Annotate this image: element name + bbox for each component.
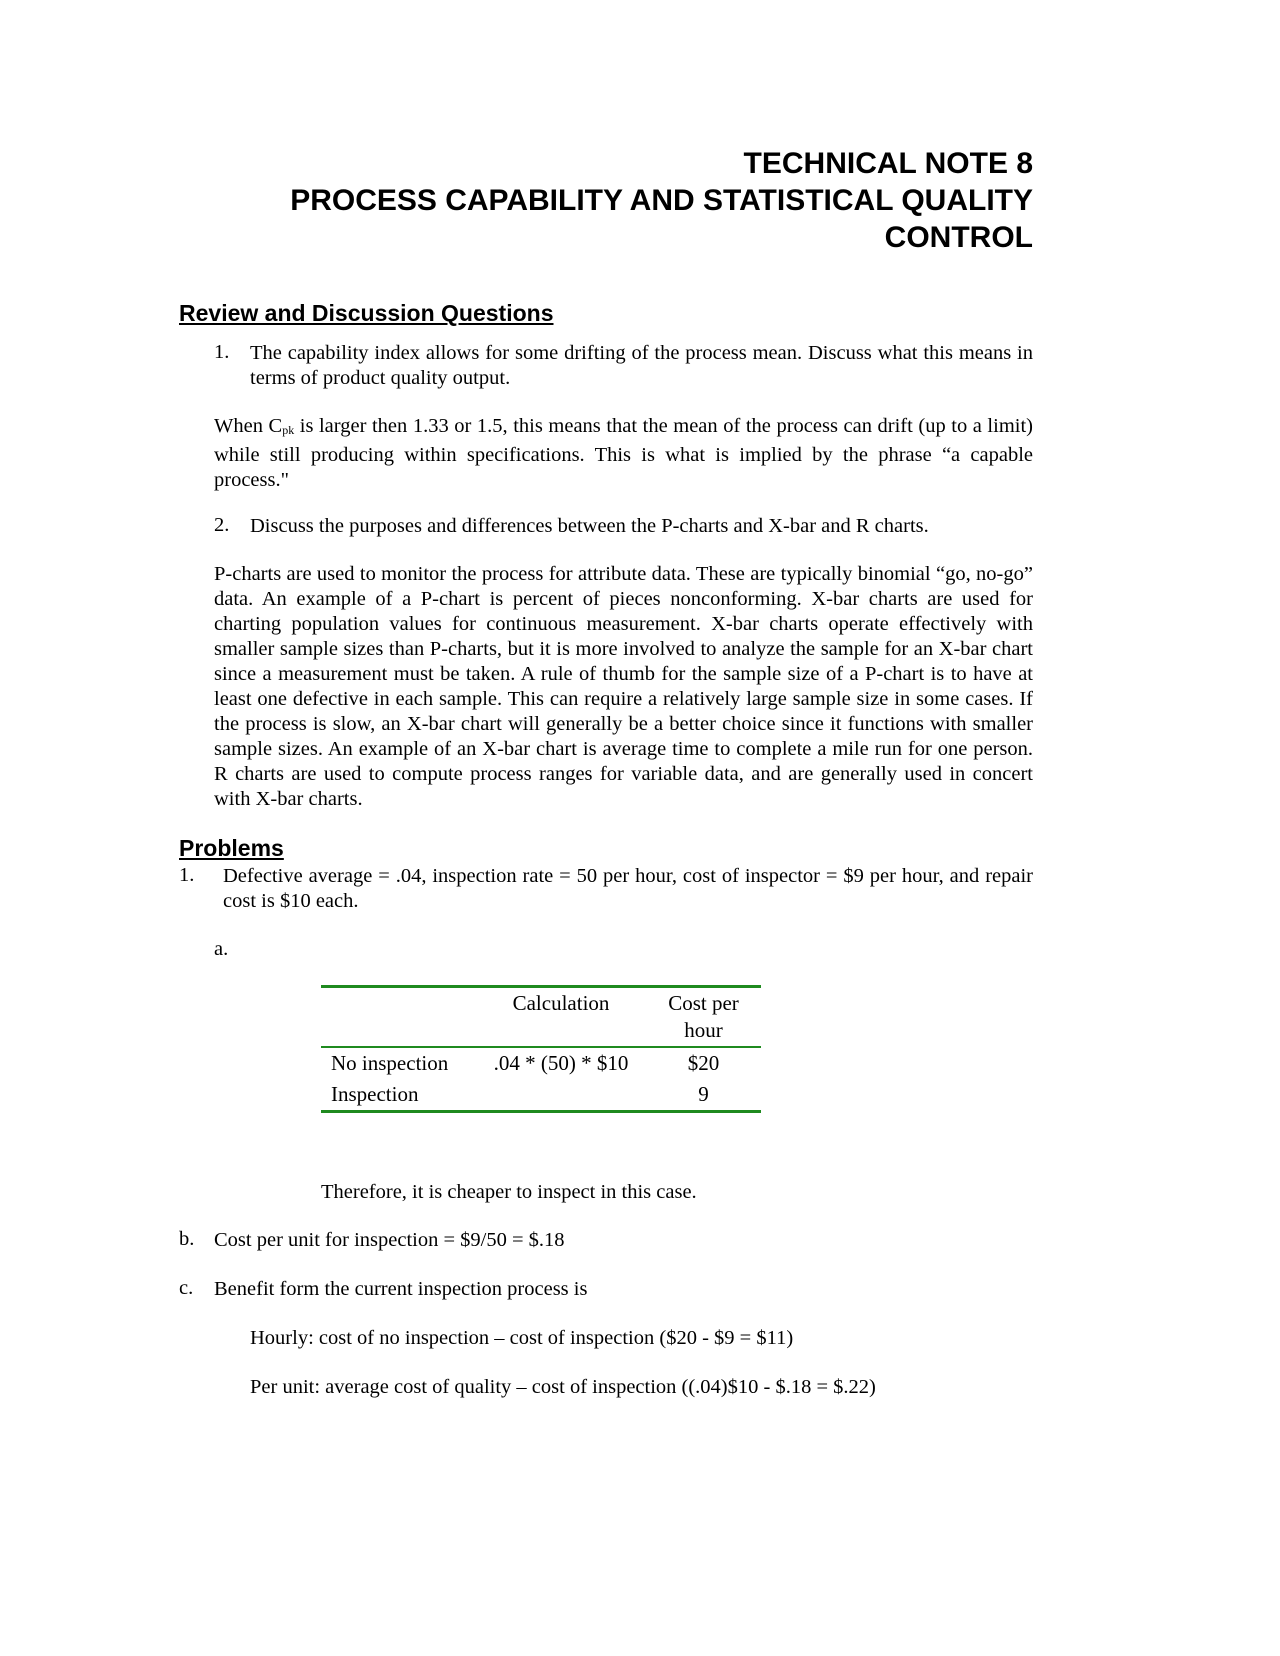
part-c-label: c. bbox=[179, 1277, 194, 1299]
question-1: The capability index allows for some drifting of the process mean. Discuss what this means in terms of product quality output. bbox=[250, 342, 1033, 389]
question-2: Discuss the purposes and differences between the P-charts and X-bar and R charts. bbox=[250, 515, 929, 537]
part-a-label: a. bbox=[214, 938, 229, 960]
answer-2: P-charts are used to monitor the process for attribute data. These are typically binomial “go, no-go” data. An example of a P-chart is percent of pieces nonconforming. X-bar charts are used for charting population values for continuous measurement. X-bar charts operate effectively with smaller sample sizes than P-charts, but it is more involved to analyze the sample for an X-bar chart since a measurement must be taken. A rule of thumb for the sample size of a P-chart is to have at least one defective in each sample. This can require a relatively large sample size in some cases. If the process is slow, an X-bar chart will generally be a better choice since it functions with smaller sample sizes. An example of an X-bar chart is average time to complete a mile run for one person. R charts are used to compute process ranges for variable data, and are generally used in concert with X-bar charts. bbox=[214, 563, 1033, 810]
table-cell: 9 bbox=[698, 1082, 709, 1106]
answer-text: is larger then 1.33 or 1.5, this means that the mean of the process can drift (up to a limit) while still producing within specifications. This is what is implied by the phrase “a capable process." bbox=[214, 415, 1033, 491]
table-cell: $20 bbox=[687, 1051, 720, 1075]
question-number: 1. bbox=[214, 341, 230, 363]
title-line: PROCESS CAPABILITY AND STATISTICAL QUALITY bbox=[290, 184, 1033, 217]
part-b-label: b. bbox=[179, 1228, 195, 1250]
subscript: pk bbox=[282, 423, 295, 437]
document-title bbox=[290, 145, 1033, 256]
table-header bbox=[321, 987, 476, 1048]
part-b: Cost per unit for inspection = $9/50 = $.18 bbox=[214, 1229, 565, 1251]
table-header: Cost per hour bbox=[668, 991, 739, 1042]
title-line: CONTROL bbox=[884, 221, 1033, 254]
table-cell: .04 * (50) * $10 bbox=[493, 1051, 629, 1075]
problems-heading: Problems bbox=[179, 835, 284, 861]
cost-table bbox=[321, 985, 761, 1113]
table-row bbox=[321, 1047, 761, 1079]
answer-1 bbox=[214, 414, 1033, 493]
table-header: Calculation bbox=[512, 991, 610, 1015]
hourly-benefit: Hourly: cost of no inspection – cost of inspection ($20 - $9 = $11) bbox=[250, 1327, 794, 1349]
table-cell bbox=[476, 1079, 646, 1112]
question-number: 2. bbox=[214, 514, 230, 536]
per-unit-benefit: Per unit: average cost of quality – cost of inspection ((.04)$10 - $.18 = $.22) bbox=[250, 1376, 876, 1398]
part-c: Benefit form the current inspection process is bbox=[214, 1278, 588, 1300]
problem-1: Defective average = .04, inspection rate = 50 per hour, cost of inspector = $9 per hour, and repair cost is $10 each. bbox=[223, 865, 1033, 912]
title-line: TECHNICAL NOTE 8 bbox=[743, 147, 1033, 180]
table-header-row bbox=[321, 987, 761, 1048]
conclusion: Therefore, it is cheaper to inspect in this case. bbox=[321, 1181, 697, 1203]
table-cell: Inspection bbox=[331, 1082, 419, 1106]
review-heading: Review and Discussion Questions bbox=[179, 300, 554, 326]
answer-text: When C bbox=[214, 415, 283, 437]
table-row bbox=[321, 1079, 761, 1112]
problem-number: 1. bbox=[179, 864, 195, 886]
table-cell: No inspection bbox=[331, 1051, 449, 1075]
